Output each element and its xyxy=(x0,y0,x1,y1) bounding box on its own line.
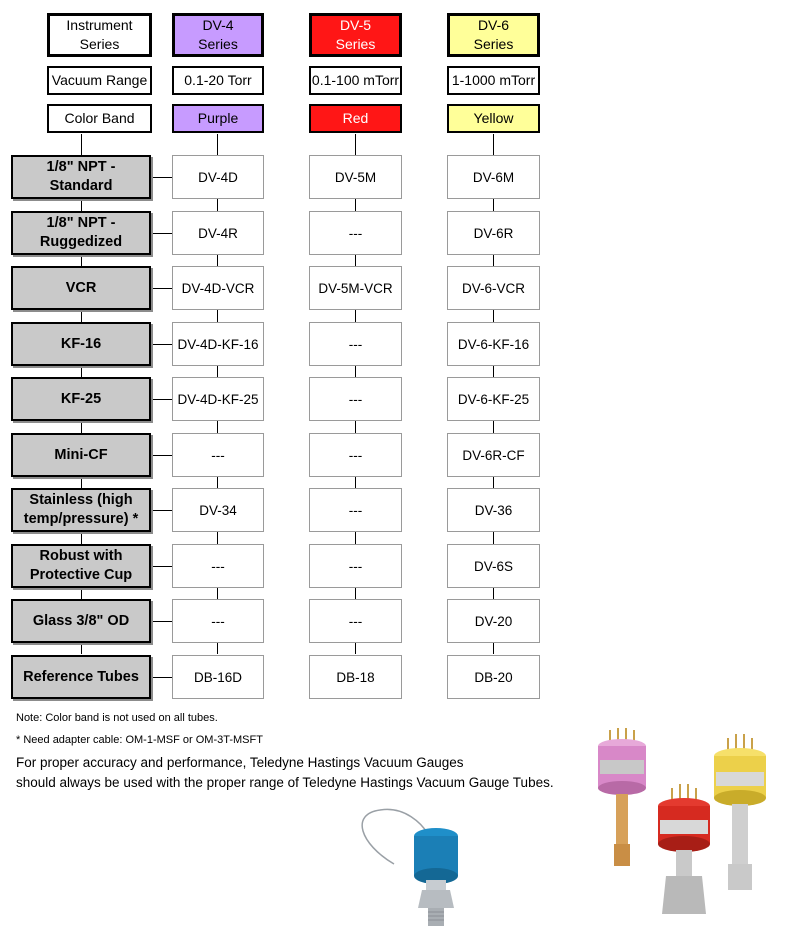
dv6-model-text: DV-6R-CF xyxy=(462,447,525,463)
color-band-note: Note: Color band is not used on all tubes. xyxy=(16,712,218,724)
row-label xyxy=(11,488,151,532)
dv4-series-header xyxy=(172,13,264,57)
dv5-model-cell xyxy=(309,322,402,366)
dv6-model-cell xyxy=(447,266,540,310)
dv6-vacuum-range-text: 1-1000 mTorr xyxy=(451,72,536,88)
dv5-model-text: --- xyxy=(348,225,363,241)
dv4-header-line2: Series xyxy=(198,36,238,52)
dv5-model-cell xyxy=(309,655,402,699)
dv6-model-cell xyxy=(447,322,540,366)
row-label xyxy=(11,655,151,699)
adapter-cable-note: * Need adapter cable: OM-1-MSF or OM-3T-MSFT xyxy=(16,734,263,746)
dv5-model-text: DB-18 xyxy=(336,669,375,685)
dv4-model-text: --- xyxy=(211,558,225,574)
dv5-vacuum-range xyxy=(309,66,402,95)
dv5-model-cell xyxy=(309,266,402,310)
instrument-series-header xyxy=(47,13,152,57)
dv4-vacuum-range-text: 0.1-20 Torr xyxy=(184,72,252,88)
dv5-model-text: DV-5M-VCR xyxy=(318,280,393,296)
dv5-model-cell xyxy=(309,488,402,532)
dv6-model-text: DV-36 xyxy=(474,502,513,518)
dv5-model-cell xyxy=(309,433,402,477)
dv6-model-cell xyxy=(447,211,540,255)
row-connector xyxy=(152,288,172,289)
accuracy-note-line2: should always be used with the proper range of Teledyne Hastings Vacuum Gauge Tubes. xyxy=(16,775,554,790)
dv4-header-line1: DV-4 xyxy=(202,17,234,33)
dv6-model-text: DV-6R xyxy=(473,225,514,241)
row-label-line: KF-25 xyxy=(60,390,102,407)
dv6-vacuum-range xyxy=(447,66,540,95)
dv6-model-cell xyxy=(447,655,540,699)
row-connector xyxy=(152,455,172,456)
row-connector xyxy=(152,677,172,678)
instrument-series-line2: Series xyxy=(79,36,120,52)
dv4-model-text: --- xyxy=(211,613,225,629)
dv6-model-text: DV-6S xyxy=(473,558,514,574)
vacuum-range-label-text: Vacuum Range xyxy=(51,72,148,88)
dv5-model-text: --- xyxy=(348,502,363,518)
row-label-line: 1/8" NPT - xyxy=(46,215,116,231)
row-label-line: Stainless (high xyxy=(29,492,133,508)
row-label xyxy=(11,433,151,477)
dv5-model-cell xyxy=(309,211,402,255)
dv5-model-text: --- xyxy=(348,558,363,574)
color-band-label-text: Color Band xyxy=(64,110,135,126)
row-label xyxy=(11,155,151,199)
dv6-model-text: DB-20 xyxy=(474,669,513,685)
row-connector xyxy=(152,621,172,622)
dv4-vacuum-range xyxy=(172,66,264,95)
dv5-color-band xyxy=(309,104,402,133)
dv4-model-text: DV-4D-VCR xyxy=(181,280,255,296)
row-connector xyxy=(152,233,172,234)
dv6-color-band-text: Yellow xyxy=(473,110,514,126)
row-connector xyxy=(152,399,172,400)
row-label-line: Standard xyxy=(49,178,113,194)
row-label xyxy=(11,211,151,255)
row-label-line: 1/8" NPT - xyxy=(46,159,116,175)
row-label-line: temp/pressure) * xyxy=(23,511,139,527)
accuracy-note-line1: For proper accuracy and performance, Teledyne Hastings Vacuum Gauges xyxy=(16,755,464,770)
dv5-header-line2: Series xyxy=(335,36,376,52)
dv5-series-header xyxy=(309,13,402,57)
dv5-model-text: --- xyxy=(348,447,363,463)
dv5-vacuum-range-text: 0.1-100 mTorr xyxy=(311,72,400,88)
row-connector xyxy=(152,566,172,567)
row-label-line: KF-16 xyxy=(60,335,102,352)
dv5-model-text: --- xyxy=(348,336,363,352)
dv6-model-text: DV-6M xyxy=(472,169,515,185)
gauge-tubes-photo xyxy=(588,724,788,924)
dv4-model-cell xyxy=(172,377,264,421)
row-label-line: Reference Tubes xyxy=(23,668,139,685)
dv4-model-text: DV-4R xyxy=(198,225,238,241)
row-label-line: Ruggedized xyxy=(39,234,123,250)
dv4-model-text: DV-4D xyxy=(198,169,238,185)
dv5-model-cell xyxy=(309,377,402,421)
dv5-color-band-text: Red xyxy=(342,110,369,126)
dv5-model-cell xyxy=(309,599,402,643)
dv6-model-text: DV-6-KF-16 xyxy=(457,336,530,352)
row-label-line: Robust with xyxy=(39,548,123,564)
dv4-model-cell xyxy=(172,655,264,699)
color-band-label xyxy=(47,104,152,133)
blue-sensor-photo xyxy=(330,804,490,934)
dv4-model-cell xyxy=(172,322,264,366)
dv6-model-text: DV-6-VCR xyxy=(461,280,525,296)
dv4-model-cell xyxy=(172,155,264,199)
dv4-model-text: DV-34 xyxy=(199,502,237,518)
dv6-model-cell xyxy=(447,155,540,199)
dv4-model-cell xyxy=(172,433,264,477)
row-label xyxy=(11,322,151,366)
dv6-model-cell xyxy=(447,599,540,643)
row-label-line: Mini-CF xyxy=(54,446,108,463)
dv4-model-cell xyxy=(172,266,264,310)
dv4-model-cell xyxy=(172,488,264,532)
dv4-color-band xyxy=(172,104,264,133)
dv6-model-cell xyxy=(447,377,540,421)
dv4-model-text: DB-16D xyxy=(193,669,242,685)
dv6-model-text: DV-20 xyxy=(474,613,513,629)
row-label xyxy=(11,544,151,588)
dv5-model-text: DV-5M xyxy=(334,169,377,185)
dv4-color-band-text: Purple xyxy=(197,110,239,126)
dv5-model-cell xyxy=(309,155,402,199)
dv6-model-cell xyxy=(447,488,540,532)
row-label xyxy=(11,377,151,421)
dv4-model-cell xyxy=(172,599,264,643)
dv4-model-text: DV-4D-KF-16 xyxy=(177,336,259,352)
dv5-model-text: --- xyxy=(348,391,363,407)
row-label-line: Glass 3/8" OD xyxy=(32,612,130,629)
dv6-header-line1: DV-6 xyxy=(477,17,510,33)
row-connector xyxy=(152,344,172,345)
dv6-model-text: DV-6-KF-25 xyxy=(457,391,530,407)
dv4-model-cell xyxy=(172,211,264,255)
row-label-line: Protective Cup xyxy=(29,567,133,583)
dv6-model-cell xyxy=(447,433,540,477)
row-label xyxy=(11,599,151,643)
row-connector xyxy=(152,177,172,178)
dv4-model-text: --- xyxy=(211,447,225,463)
dv6-header-line2: Series xyxy=(473,36,514,52)
vacuum-range-label xyxy=(47,66,152,95)
dv5-header-line1: DV-5 xyxy=(339,17,372,33)
dv4-model-text: DV-4D-KF-25 xyxy=(177,391,259,407)
row-label xyxy=(11,266,151,310)
row-label-line: VCR xyxy=(65,279,97,296)
dv6-model-cell xyxy=(447,544,540,588)
dv5-model-text: --- xyxy=(348,613,363,629)
dv6-series-header xyxy=(447,13,540,57)
row-connector xyxy=(152,510,172,511)
dv4-model-cell xyxy=(172,544,264,588)
dv5-model-cell xyxy=(309,544,402,588)
instrument-series-line1: Instrument xyxy=(66,17,133,33)
dv6-color-band xyxy=(447,104,540,133)
